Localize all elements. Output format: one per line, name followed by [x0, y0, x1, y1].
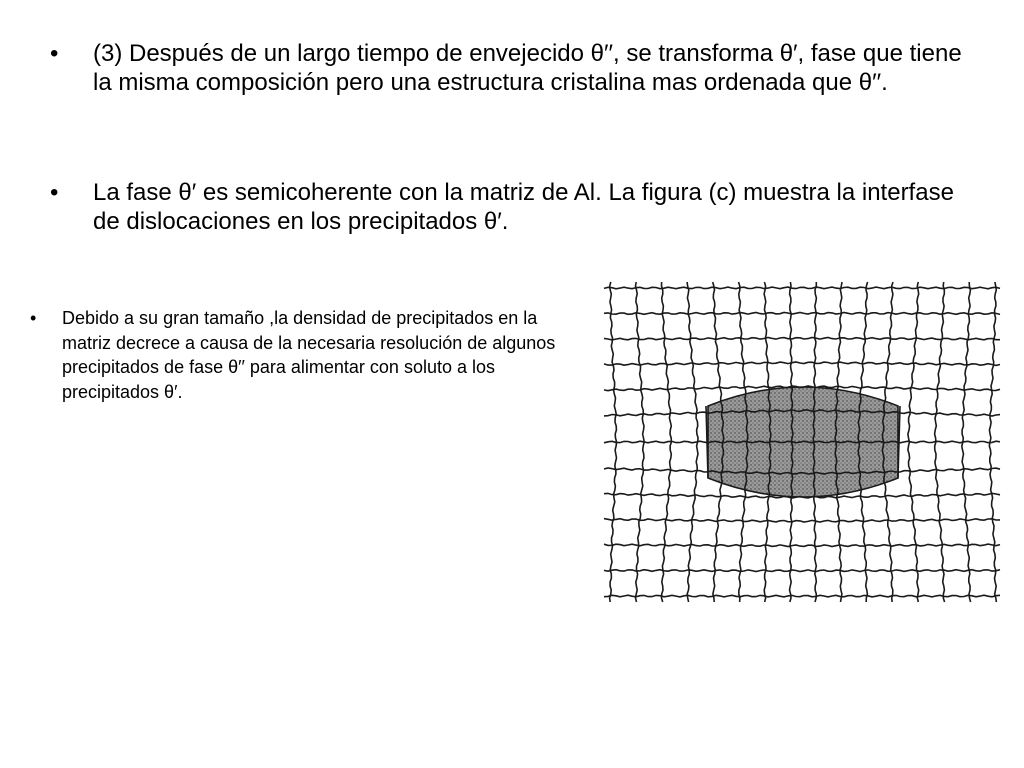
bullet-text: (3) Después de un largo tiempo de envejecido θ′′, se transforma θ′, fase que tiene la misma composición pero una estructura cristalina mas ordenada que θ′′.	[93, 40, 962, 96]
bullet-marker: •	[50, 40, 59, 67]
lattice-horizontal-line	[604, 338, 1000, 340]
lattice-horizontal-line	[604, 287, 1000, 289]
semicoherent-precipitate-lattice-diagram	[598, 276, 1004, 606]
lattice-horizontal-line	[604, 544, 1000, 546]
bullet-text: Debido a su gran tamaño ,la densidad de precipitados en la matriz decrece a causa de la necesaria resolución de algunos precipitados de fase θ′′ para alimentar con soluto a los precipitados θ′.	[62, 308, 556, 402]
lattice-horizontal-line	[604, 313, 1000, 315]
lattice-horizontal-line	[604, 519, 1000, 522]
lattice-figure	[598, 276, 1004, 606]
lattice-horizontal-line	[604, 595, 1000, 597]
bullet-text: La fase θ′ es semicoherente con la matriz de Al. La figura (c) muestra la interfase de dislocaciones en los precipitados θ′.	[93, 179, 954, 235]
bullet-marker: •	[30, 308, 37, 328]
bullet-marker: •	[50, 179, 59, 206]
lattice-horizontal-line	[604, 570, 1000, 572]
